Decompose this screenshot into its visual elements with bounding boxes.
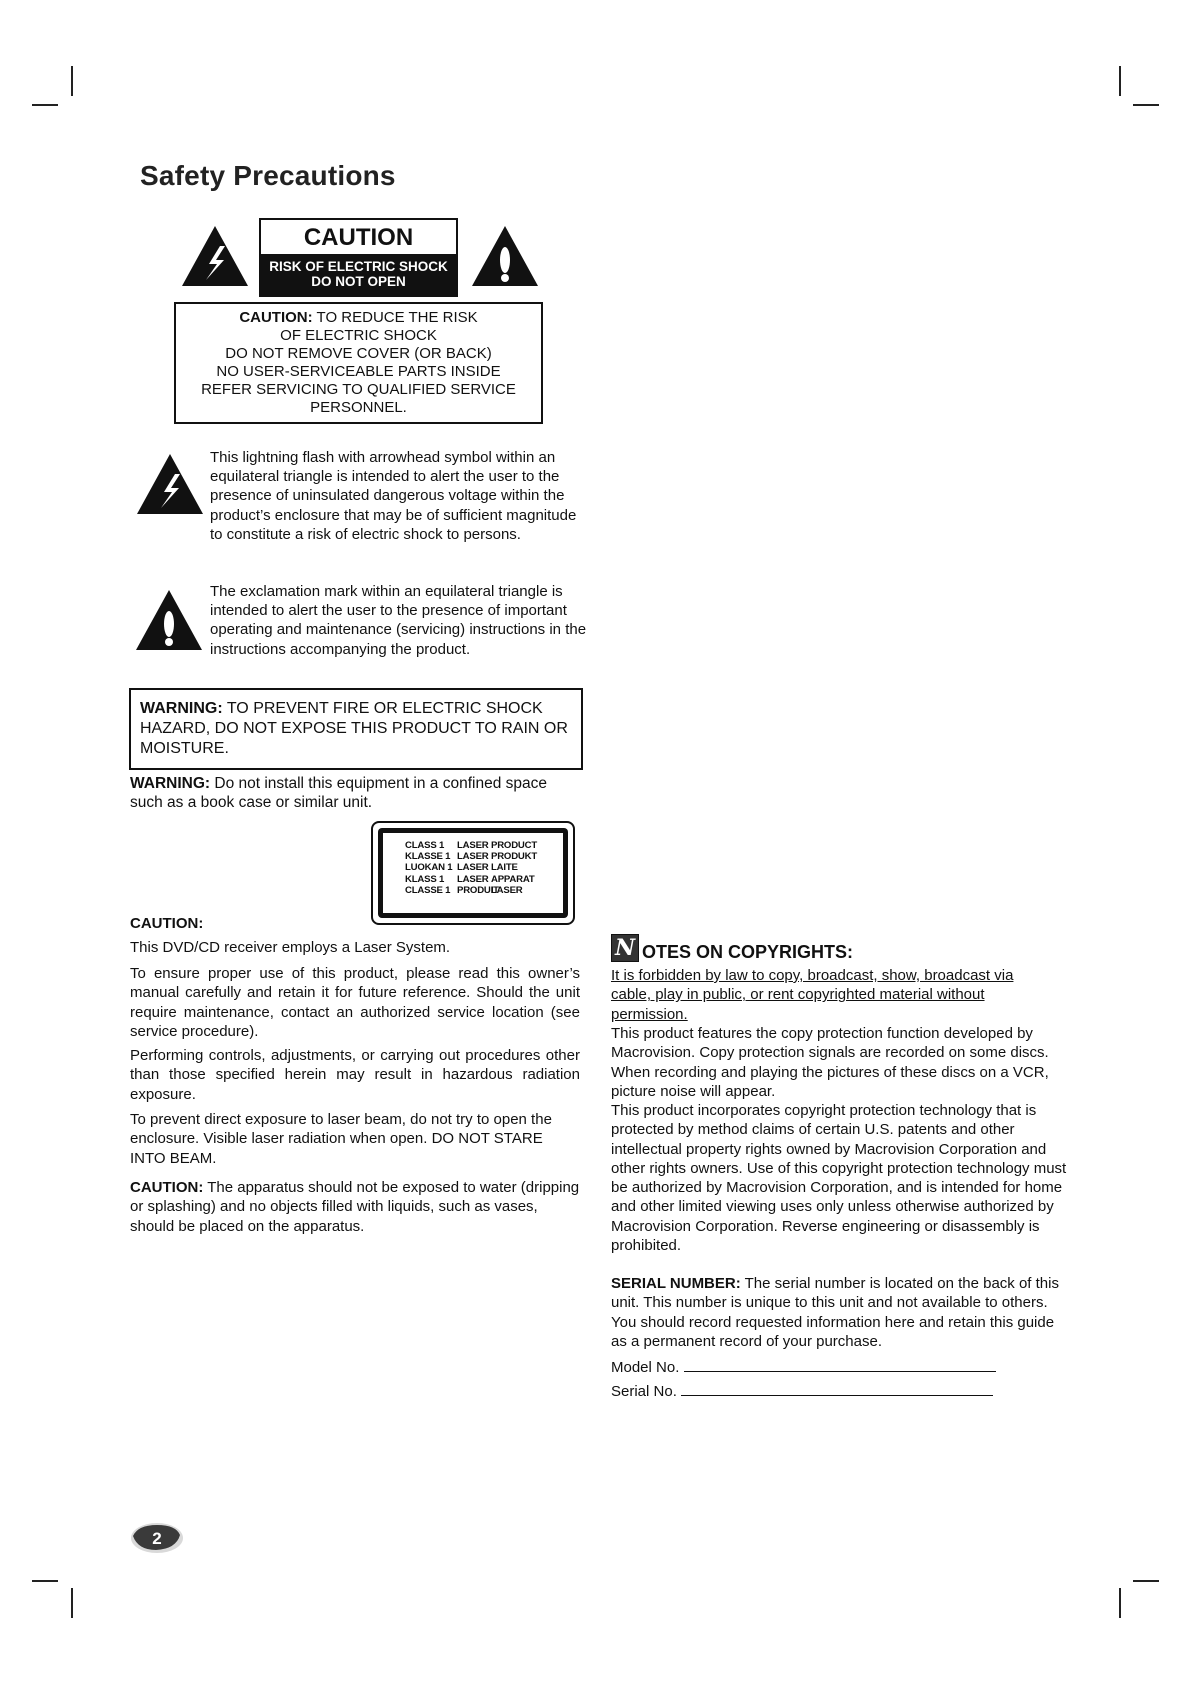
laser-cell: LASER	[457, 851, 489, 863]
laser-cell: LASER	[457, 873, 489, 885]
serial-no-field[interactable]	[681, 1381, 993, 1396]
caution-label-line1: RISK OF ELECTRIC SHOCK	[269, 259, 448, 274]
laser-cell: LASER	[457, 862, 489, 874]
laser-label-row	[405, 874, 563, 885]
laser-cell: PRODUIT	[457, 884, 499, 896]
laser-cell: PRODUKT	[491, 851, 538, 863]
laser-label-row	[405, 840, 563, 851]
copyright-heading	[611, 934, 853, 962]
laser-cell: LASER	[491, 884, 523, 896]
caution-p2: To ensure proper use of this product, please read this owner’s manual carefully and retain it for future reference. Should the unit require maintenance, contact an authorized service location (see service procedure).	[130, 965, 580, 1040]
caution-box-line3: DO NOT REMOVE COVER (OR BACK)	[225, 345, 492, 362]
caution-label-bar	[261, 254, 456, 295]
caution-box-line5: REFER SERVICING TO QUALIFIED SERVICE	[201, 381, 516, 398]
serial-no-label: Serial No.	[611, 1383, 677, 1400]
caution-label	[259, 218, 458, 297]
page-title: Safety Precautions	[140, 160, 396, 191]
caution-box-bold: CAUTION:	[239, 309, 313, 326]
warning-confined-space	[130, 774, 580, 813]
lightning-symbol-text: This lightning flash with arrowhead symbol within an equilateral triangle is intended to alert the user to the presence of uninsulated dangerous voltage within the product’s enclosure that may be of sufficient magnitude to constitute a risk of electric shock to persons.	[210, 449, 577, 543]
model-no-label: Model No.	[611, 1359, 680, 1376]
caution-p4: To prevent direct exposure to laser beam, do not try to open the enclosure. Visible laser radiation when open. DO NOT STARE INTO BEAM.	[130, 1111, 552, 1167]
laser-cell: CLASS 1	[405, 840, 445, 851]
exclamation-symbol-icon	[134, 588, 204, 652]
page-number-badge	[130, 1521, 184, 1555]
caution-box-line2: OF ELECTRIC SHOCK	[280, 327, 437, 344]
crop-mark-bottom-left-v	[71, 1588, 73, 1618]
lightning-warning-icon	[180, 224, 250, 288]
copyright-p1: This product features the copy protection function developed by Macrovision. Copy protection signals are recorded on some discs. When recording and playing the pictures of these discs on a VCR, picture noise will appear.	[611, 1025, 1049, 1100]
serial-bold: SERIAL NUMBER:	[611, 1275, 741, 1292]
copyright-underlined: It is forbidden by law to copy, broadcast, show, broadcast via cable, play in public, or rent copyrighted material without permission.	[611, 967, 1014, 1023]
caution-p1: This DVD/CD receiver employs a Laser System.	[130, 939, 451, 956]
laser-label-rows	[383, 833, 563, 913]
laser-cell: LAITE	[491, 862, 518, 874]
caution-box	[174, 302, 543, 424]
warning-box	[129, 688, 583, 770]
copyright-heading-text: OTES ON COPYRIGHTS:	[642, 942, 854, 962]
laser-cell: KLASS 1	[405, 873, 445, 885]
model-no-field[interactable]	[684, 1357, 996, 1372]
model-no-row	[611, 1357, 1067, 1377]
caution-label-line2: DO NOT OPEN	[311, 274, 406, 289]
exclamation-symbol-text: The exclamation mark within an equilateral triangle is intended to alert the user to the presence of important operating and maintenance (servicing) instructions in the instructions accompanying the product.	[210, 583, 587, 658]
caution-box-line4: NO USER-SERVICEABLE PARTS INSIDE	[216, 363, 501, 380]
warning2-bold: WARNING:	[130, 775, 211, 792]
laser-class-label	[371, 821, 575, 925]
exclamation-warning-icon	[470, 224, 540, 288]
laser-label-row	[405, 862, 563, 873]
crop-mark-top-right-v	[1119, 66, 1121, 96]
crop-mark-top-left-v	[71, 66, 73, 96]
caution-p5	[130, 1178, 580, 1236]
caution-box-line6: PERSONNEL.	[310, 399, 407, 416]
crop-mark-top-right-h	[1133, 104, 1159, 106]
crop-mark-bottom-right-v	[1119, 1588, 1121, 1618]
laser-label-row	[405, 851, 563, 862]
copyright-p2: This product incorporates copyright protection technology that is protected by method claims of certain U.S. patents and other intellectual property rights owned by Macrovision Corporation and other rights owners. Use of this copyright protection technology must be authorized by Macrovision Corporation, and is intended for home and other limited viewing uses only unless otherwise authorized by Macrovision Corporation. Reverse engineering or disassembly is prohibited.	[611, 1102, 1067, 1255]
crop-mark-top-left-h	[32, 104, 58, 106]
crop-mark-bottom-left-h	[32, 1580, 58, 1582]
serial-no-row	[611, 1381, 1067, 1401]
laser-cell: LUOKAN 1	[405, 862, 453, 874]
laser-cell: PRODUCT	[491, 840, 538, 851]
warning2-text: Do not install this equipment in a confined space such as a book case or similar unit.	[130, 775, 547, 812]
lightning-symbol-icon	[135, 452, 205, 516]
caution-p3: Performing controls, adjustments, or carrying out procedures other than those specified herein may result in hazardous radiation exposure.	[130, 1047, 580, 1103]
notes-n-icon: N	[611, 934, 639, 962]
page-number: 2	[152, 1529, 162, 1548]
serial-text: The serial number is located on the back of this unit. This number is unique to this unit and not available to others. You should record requested information here and retain this guide as a permanent record of your purchase.	[611, 1275, 1059, 1350]
caution-p5-text: The apparatus should not be exposed to water (dripping or splashing) and no objects filled with liquids, such as vases, should be placed on the apparatus.	[130, 1179, 580, 1235]
laser-label-row	[405, 885, 563, 896]
warning-box-bold: WARNING:	[140, 700, 223, 717]
caution-p5-bold: CAUTION:	[130, 1179, 204, 1196]
caution-label-title: CAUTION	[303, 224, 414, 251]
laser-cell: CLASSE 1	[405, 884, 451, 896]
laser-cell: LASER	[457, 840, 489, 851]
crop-mark-bottom-right-h	[1133, 1580, 1159, 1582]
serial-number-section	[611, 1274, 1067, 1351]
caution-box-line1: TO REDUCE THE RISK	[316, 309, 478, 326]
warning-box-text: TO PREVENT FIRE OR ELECTRIC SHOCK HAZARD, DO NOT EXPOSE THIS PRODUCT TO RAIN OR MOISTURE.	[140, 700, 568, 757]
caution-heading: CAUTION:	[130, 915, 204, 932]
laser-cell: APPARAT	[491, 873, 535, 885]
laser-cell: KLASSE 1	[405, 851, 451, 863]
